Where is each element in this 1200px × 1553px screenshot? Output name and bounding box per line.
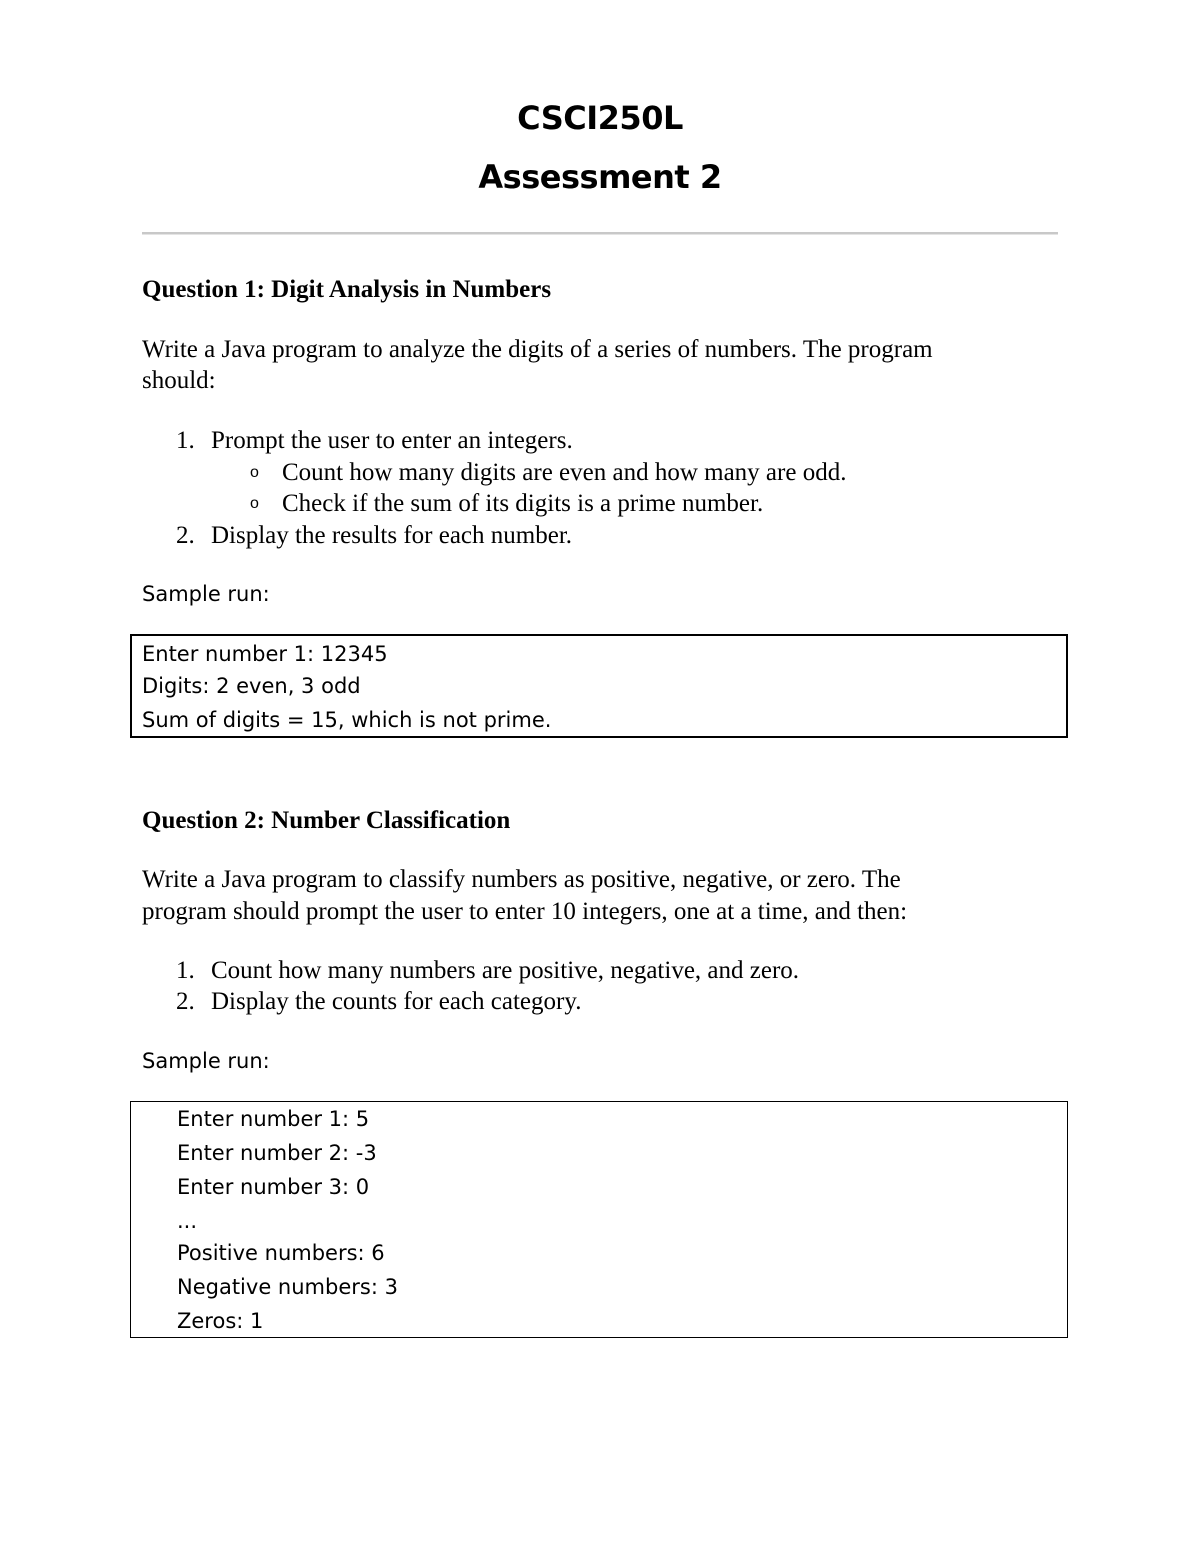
- q2-sample-line-6: Negative numbers: 3: [177, 1275, 398, 1299]
- course-title: CSCI250L: [517, 99, 683, 137]
- question-1-intro-line-1: Write a Java program to analyze the digits of a series of numbers. The program: [142, 336, 933, 363]
- q2-sample-line-5: Positive numbers: 6: [177, 1241, 385, 1265]
- q1-step-1-text: Prompt the user to enter an integers.: [211, 427, 573, 454]
- q2-sample-line-2: Enter number 2: -3: [177, 1141, 377, 1165]
- assessment-title: Assessment 2: [478, 158, 722, 196]
- q1-sample-line-2: Digits: 2 even, 3 odd: [142, 674, 361, 698]
- q1-step-2-number: 2.: [176, 522, 195, 549]
- q2-step-1-number: 1.: [176, 957, 195, 984]
- q1-step-2-text: Display the results for each number.: [211, 522, 573, 549]
- q2-step-1-text: Count how many numbers are positive, negative, and zero.: [211, 957, 800, 984]
- question-1-heading: Question 1: Digit Analysis in Numbers: [142, 276, 552, 303]
- q2-step-2-text: Display the counts for each category.: [211, 988, 582, 1015]
- q1-sample-line-1: Enter number 1: 12345: [142, 642, 388, 666]
- q1-sample-run-label: Sample run:: [142, 582, 270, 606]
- q1-step-1-number: 1.: [176, 427, 195, 454]
- question-1-intro-line-2: should:: [142, 367, 216, 394]
- question-2-heading: Question 2: Number Classification: [142, 807, 511, 834]
- q2-sample-line-4: ...: [177, 1209, 198, 1233]
- q1-substep-1-bullet: o: [250, 464, 259, 481]
- q2-sample-line-3: Enter number 3: 0: [177, 1175, 370, 1199]
- q1-sample-line-3: Sum of digits = 15, which is not prime.: [142, 708, 552, 732]
- question-2-intro-line-1: Write a Java program to classify numbers as positive, negative, or zero. The: [142, 866, 901, 893]
- q2-sample-run-label: Sample run:: [142, 1049, 270, 1073]
- q2-sample-line-7: Zeros: 1: [177, 1309, 264, 1333]
- q2-sample-line-1: Enter number 1: 5: [177, 1107, 370, 1131]
- q1-substep-2-text: Check if the sum of its digits is a prime number.: [282, 490, 764, 517]
- q1-substep-1-text: Count how many digits are even and how many are odd.: [282, 459, 847, 486]
- question-2-intro-line-2: program should prompt the user to enter 10 integers, one at a time, and then:: [142, 898, 908, 925]
- title-divider: [142, 232, 1058, 234]
- q2-step-2-number: 2.: [176, 988, 195, 1015]
- q1-substep-2-bullet: o: [250, 495, 259, 512]
